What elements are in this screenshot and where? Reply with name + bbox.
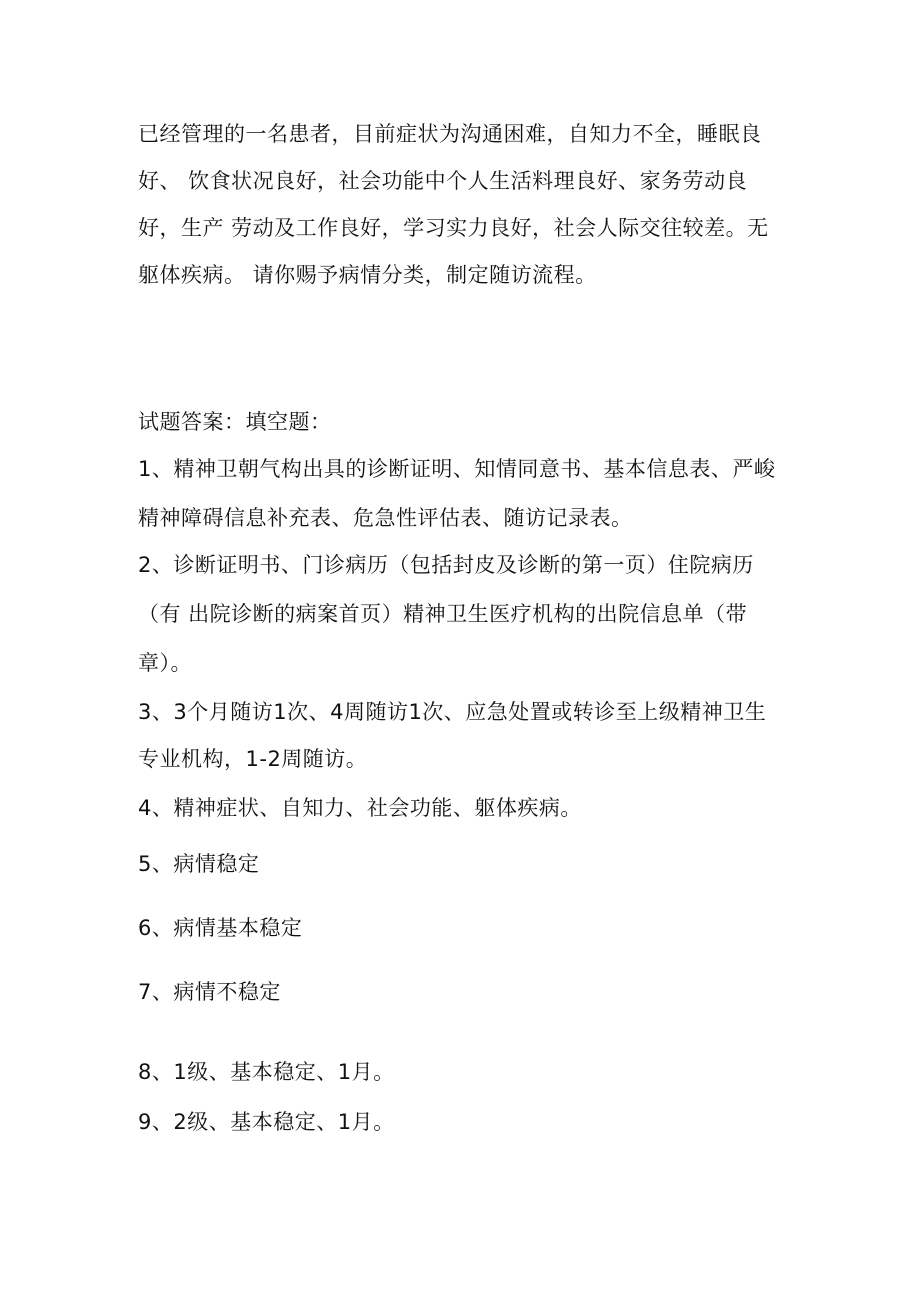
answer-line: 专业机构，1-2周随访。 (138, 747, 368, 771)
answers-heading: 试题答案：填空题： (138, 410, 332, 434)
answer-line: 精神障碍信息补充表、危急性评估表、随访记录表。 (138, 506, 633, 530)
answer-line: 6、病情基本稳定 (138, 916, 303, 940)
answer-line: 1、精神卫朝气构出具的诊断证明、知情同意书、基本信息表、严峻 (138, 457, 776, 481)
answer-line: 3、3个月随访1次、4周随访1次、应急处置或转诊至上级精神卫生 (138, 700, 767, 724)
answer-line: 章）。 (138, 651, 192, 675)
answer-line: 5、病情稳定 (138, 852, 260, 876)
question-line: 躯体疾病。 请你赐予病情分类，制定随访流程。 (138, 263, 597, 287)
question-line: 已经管理的一名患者，目前症状为沟通困难，自知力不全，睡眠良 (138, 122, 762, 146)
answer-line: 4、精神症状、自知力、社会功能、躯体疾病。 (138, 796, 582, 820)
question-line: 好、 饮食状况良好，社会功能中个人生活料理良好、家务劳动良 (138, 169, 748, 193)
answer-line: 9、2级、基本稳定、1月。 (138, 1110, 395, 1134)
answer-line: 7、病情不稳定 (138, 980, 281, 1004)
answer-line: （有 出院诊断的病案首页）精神卫生医疗机构的出院信息单（带 (138, 602, 748, 626)
answer-line: 2、诊断证明书、门诊病历（包括封皮及诊断的第一页）住院病历 (138, 553, 754, 577)
answer-line: 8、1级、基本稳定、1月。 (138, 1060, 395, 1084)
question-line: 好，生产 劳动及工作良好，学习实力良好，社会人际交往较差。无 (138, 216, 769, 240)
